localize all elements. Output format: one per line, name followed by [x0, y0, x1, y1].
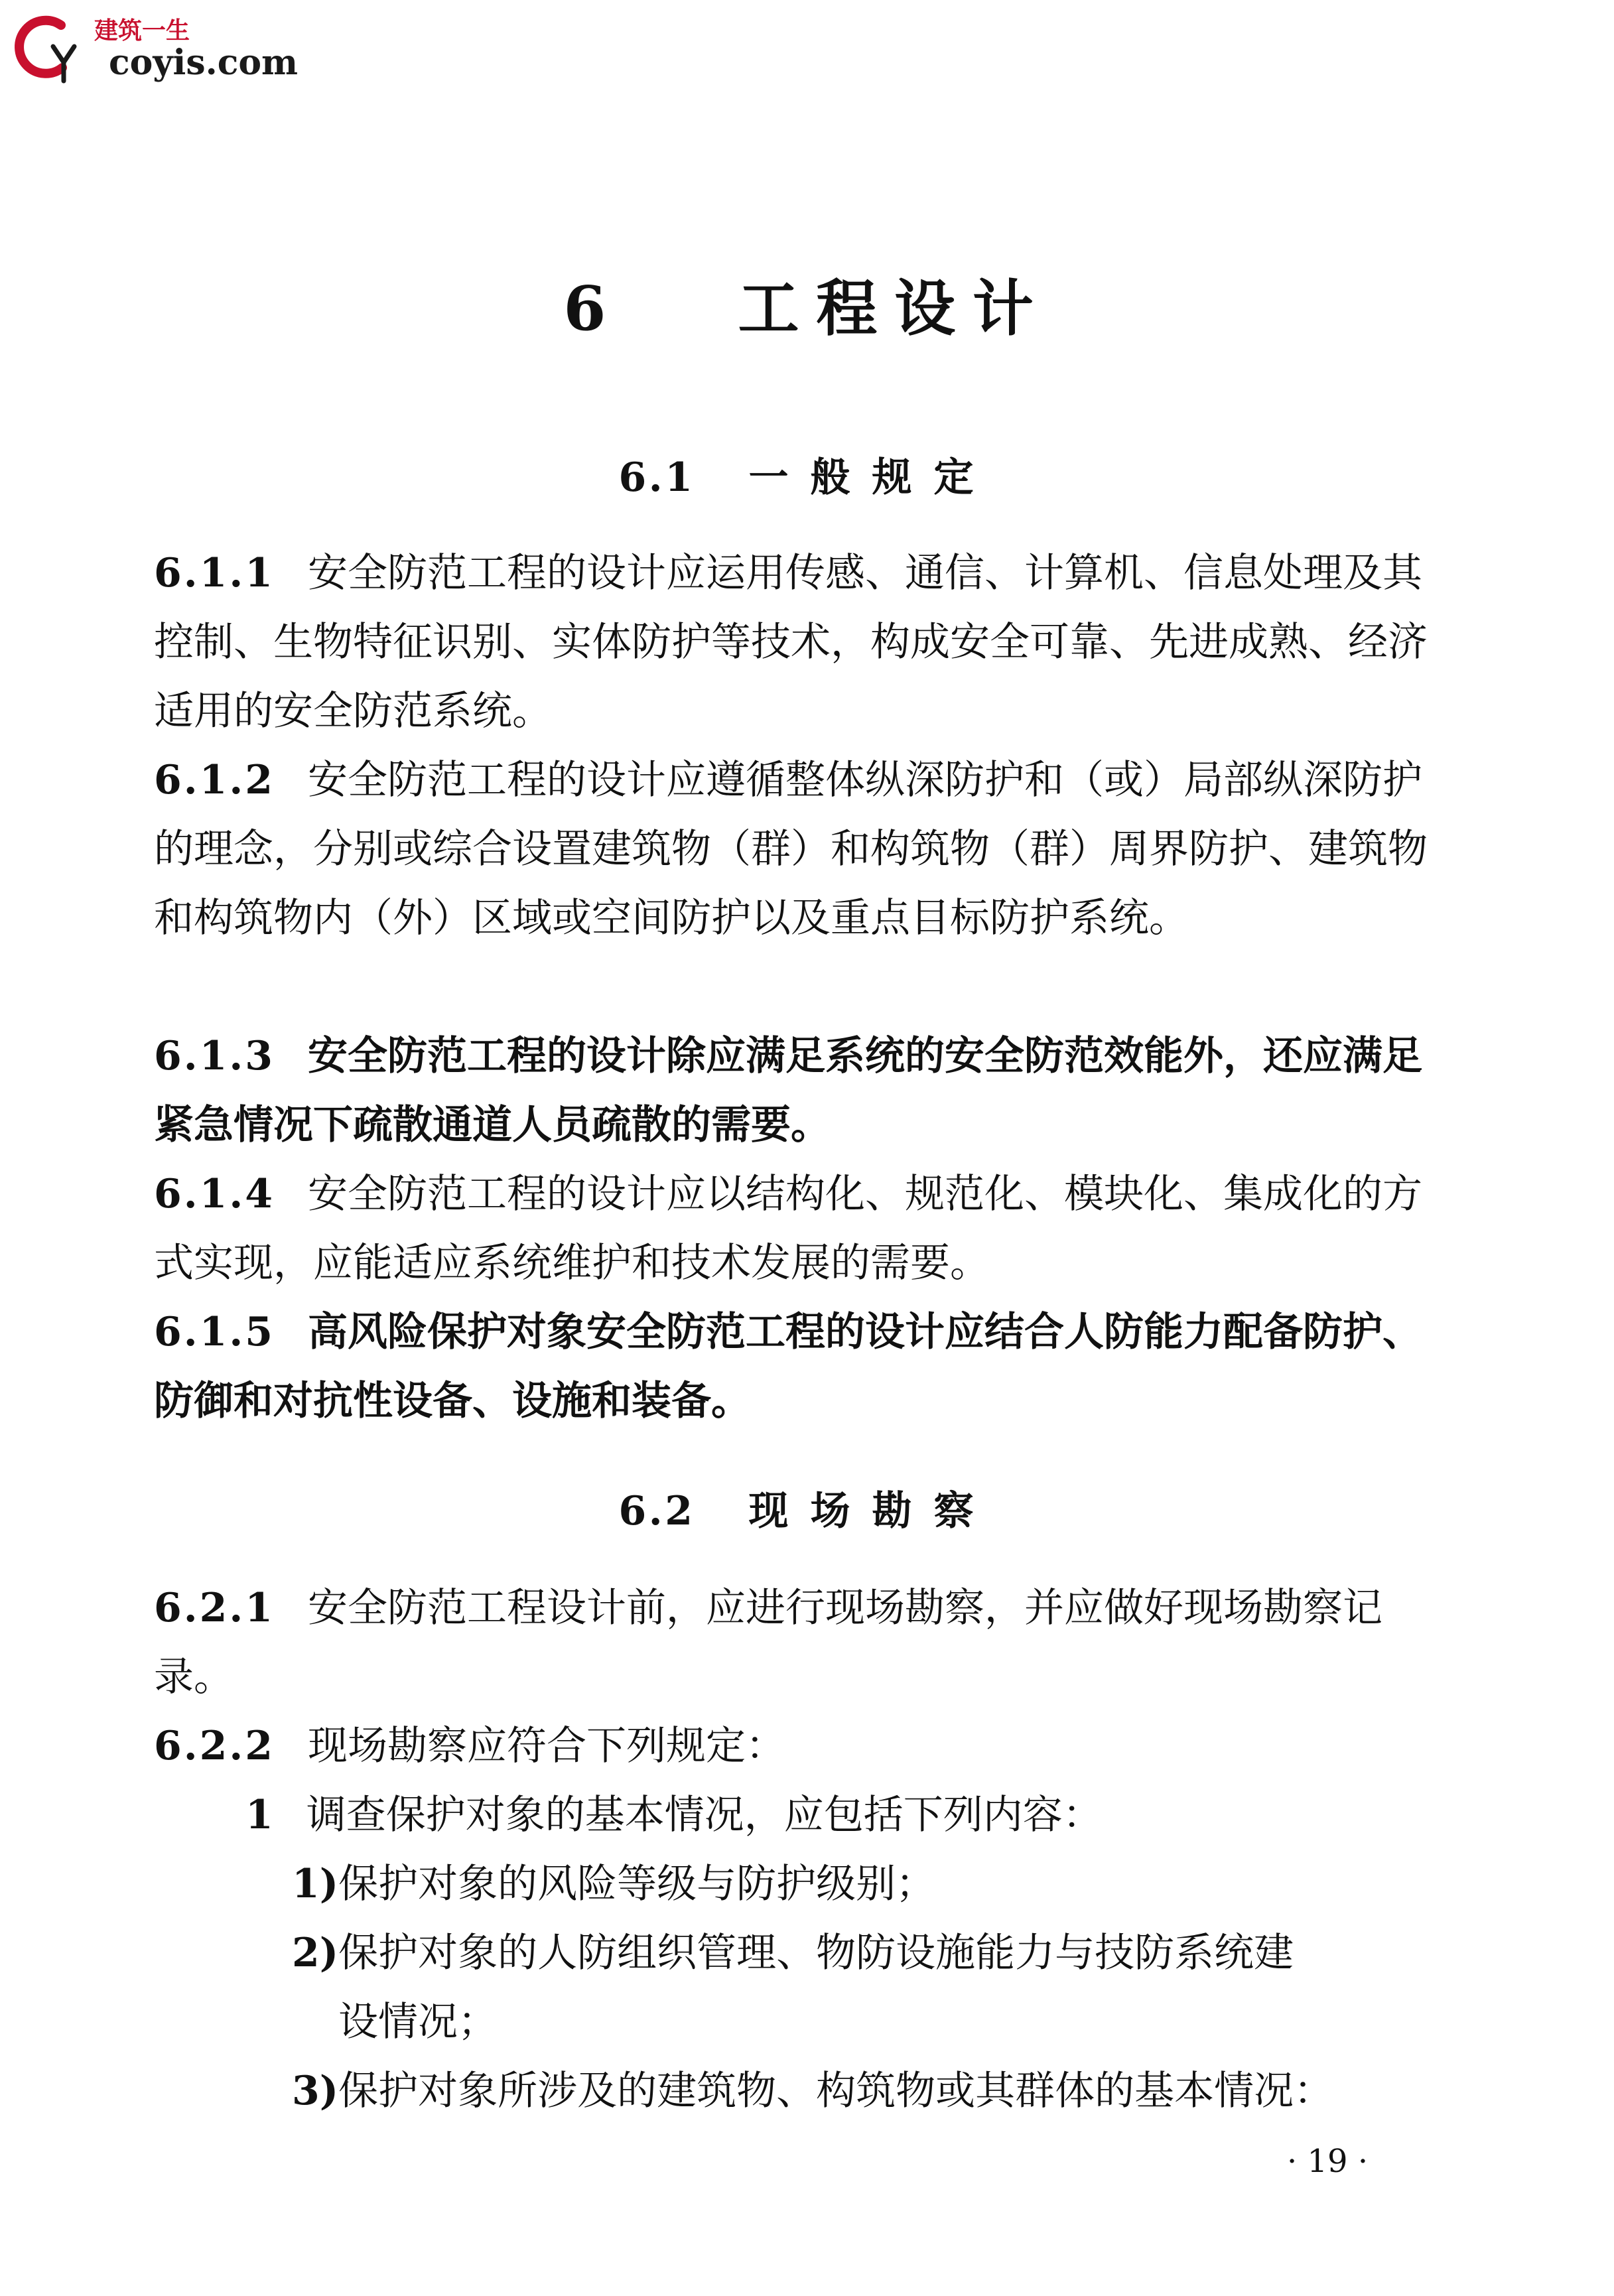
sub-item-text: 保护对象的人防组织管理、物防设施能力与技防系统建 [338, 1930, 1294, 1976]
clause-number: 6.1.2 [154, 757, 275, 803]
sub-item [292, 1850, 1441, 1919]
clause-text: 现场勘察应符合下列规定： [308, 1723, 786, 1769]
logo-brand-text: 建筑一生 [94, 17, 190, 44]
clause [154, 746, 1441, 953]
section-heading [0, 446, 1614, 503]
clause [154, 539, 1441, 746]
clause-number: 6.1.5 [154, 1309, 275, 1355]
sub-item-number: 1) [292, 1861, 339, 1907]
item-text: 调查保护对象的基本情况，应包括下列内容： [306, 1792, 1103, 1838]
list-item [245, 1781, 1440, 1850]
chapter-heading [0, 260, 1614, 348]
clause-number: 6.1.4 [154, 1171, 275, 1217]
clause-text: 高风险保护对象安全防范工程的设计应结合人防能力配备防护、防御和对抗性设备、设施和装备。 [154, 1309, 1423, 1424]
sub-item-text: 保护对象的风险等级与防护级别； [338, 1861, 936, 1907]
clause-text: 安全防范工程的设计应以结构化、规范化、模块化、集成化的方式实现，应能适应系统维护和技术发展的需要。 [154, 1171, 1423, 1286]
clause-number: 6.1.3 [154, 1033, 275, 1079]
clause [154, 1160, 1441, 1298]
sub-item [292, 1919, 1441, 2057]
sub-item-number: 3) [292, 2068, 339, 2114]
chapter-number: 6 [563, 273, 624, 344]
cy-logo-icon [9, 7, 89, 86]
clause [154, 1574, 1441, 1712]
sub-item-number: 2) [292, 1930, 339, 1976]
page-number: · 19 · [1287, 2143, 1369, 2180]
sub-item-text: 保护对象所涉及的建筑物、构筑物或其群体的基本情况： [338, 2068, 1334, 2114]
section-number: 6.1 [618, 454, 695, 501]
clause-number: 6.2.2 [154, 1723, 275, 1769]
section-title: 现场勘察 [748, 1488, 996, 1534]
clause-text: 安全防范工程的设计除应满足系统的安全防范效能外，还应满足紧急情况下疏散通道人员疏散的需要。 [154, 1033, 1423, 1148]
section-heading [0, 1479, 1614, 1536]
clause-text: 安全防范工程设计前，应进行现场勘察，并应做好现场勘察记录。 [154, 1585, 1383, 1700]
item-number: 1 [245, 1792, 273, 1838]
clause-mandatory [154, 1022, 1441, 1160]
clause-mandatory [154, 1298, 1441, 1436]
sub-item-continuation: 设情况； [338, 1999, 498, 2045]
clause-text: 安全防范工程的设计应运用传感、通信、计算机、信息处理及其控制、生物特征识别、实体防护等技术，构成安全可靠、先进成熟、经济适用的安全防范系统。 [154, 550, 1428, 734]
clause [154, 1712, 1441, 1781]
clause-number: 6.1.1 [154, 550, 275, 596]
clause-text: 安全防范工程的设计应遵循整体纵深防护和（或）局部纵深防护的理念，分别或综合设置建筑物（群）和构筑物（群）周界防护、建筑物和构筑物内（外）区域或空间防护以及重点目标防护系统。 [154, 757, 1428, 941]
section-number: 6.2 [618, 1488, 695, 1534]
sub-item [292, 2057, 1441, 2126]
site-logo [9, 7, 299, 86]
section-title: 一般规定 [748, 454, 996, 501]
clause-number: 6.2.1 [154, 1585, 275, 1631]
chapter-title: 工程设计 [738, 273, 1051, 344]
logo-site-text: coyis.com [109, 42, 299, 83]
